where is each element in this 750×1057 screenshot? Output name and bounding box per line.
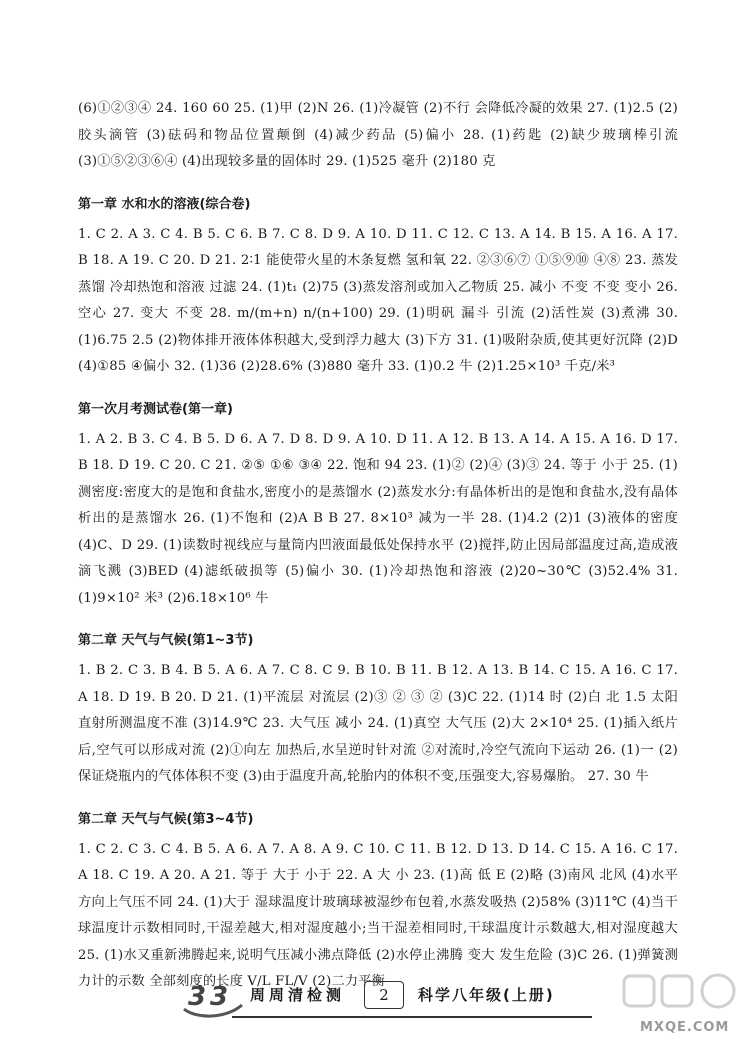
svg-text:3: 3 xyxy=(188,982,207,1012)
answer-page xyxy=(78,96,678,996)
logo-icon xyxy=(178,975,248,1021)
section-title-first-monthly-test: 第一次月考测试卷(第一章) xyxy=(78,401,233,417)
answer-block-first-monthly-test: 1. A 2. B 3. C 4. B 5. D 6. A 7. D 8. D 9. A 10. D 11. A 12. B 13. A 14. A 15. A 16. D 17. B 18. D 19. C 20. C 21. ②⑤ ①⑥ ③④ 22. 饱和 94 23. (1)② (2)④ (3)③ 24. 等于 小于 25. (1)测密度:密度大的是饱和食盐水,密度小的是蒸馏水 (2)蒸发水分:有晶体析出的是饱和食盐水,没有晶体析出的是蒸馏水 26. (1)不饱和 (2)A B B 27. 8×10³ 减为一半 28. (1)4.2 (2)1 (3)液体的密度 (4)C、D 29. (1)读数时视线应与量筒内凹液面最低处保持水平 (2)搅拌,防止因局部温度过高,造成液滴飞溅 (3)BED (4)滤纸破损等 (5)偏小 30. (1)冷却热饱和溶液 (2)20~30℃ (3)52.4% 31. (1)9×10² 米³ (2)6.18×10⁶ 牛 xyxy=(78,431,678,606)
page-number: 2 xyxy=(364,981,404,1009)
svg-text:3: 3 xyxy=(210,982,229,1012)
watermark-text: MXQE.COM xyxy=(640,1020,730,1035)
answer-block-chapter1-comprehensive: 1. C 2. A 3. C 4. B 5. C 6. B 7. C 8. D 9. A 10. D 11. C 12. C 13. A 14. B 15. A 16. A 17. B 18. A 19. C 20. D 21. 2∶1 能使带火星的木条复燃 氢和氧 22. ②③⑥⑦ ①⑤⑨⑩ ④⑧ 23. 蒸发 蒸馏 冷却热饱和溶液 过滤 24. (1)t₁ (2)75 (3)蒸发溶剂或加入乙物质 25. 减小 不变 不变 变小 26. 空心 27. 变大 不变 28. m/(m+n) n/(n+100) 29. (1)明矾 漏斗 引流 (2)活性炭 (3)煮沸 30. (1)6.75 2.5 (2)物体排开液体体积越大,受到浮力越大 (3)下方 31. (1)吸附杂质,使其更好沉降 (2)D (4)①85 ④偏小 32. (1)36 (2)28.6% (3)880 毫升 33. (1)0.2 牛 (2)1.25×10³ 千克/米³ xyxy=(78,226,678,374)
brand-title: 周周清检测 xyxy=(250,986,346,1004)
footer-divider xyxy=(232,1016,592,1018)
answer-block-chapter2-sections-1-3: 1. B 2. C 3. B 4. B 5. A 6. A 7. C 8. C 9. B 10. B 11. B 12. A 13. B 14. C 15. A 16. C 17. A 18. D 19. B 20. D 21. (1)平流层 对流层 (2)③ ② ③ ② (3)C 22. (1)14 时 (2)白 北 1.5 太阳直射所测温度不准 (3)14.9℃ 23. 大气压 减小 24. (1)真空 大气压 (2)大 2×10⁴ 25. (1)插入纸片后,空气可以形成对流 (2)①向左 加热后,水呈逆时针对流 ②对流时,冷空气流向下运动 26. (1)一 (2)保证烧瓶内的气体体积不变 (3)由于温度升高,轮胎内的体积不变,压强变大,容易爆胎。 27. 30 牛 xyxy=(78,663,678,784)
answer-block-chapter2-sections-3-4: 1. C 2. C 3. C 4. B 5. A 6. A 7. A 8. A 9. C 10. C 11. B 12. D 13. D 14. C 15. A 16. C 17. A 18. C 19. A 20. A 21. 等于 大于 小于 22. A 大 小 23. (1)高 低 E (2)略 (3)南风 北风 (4)水平方向上气压不同 24. (1)大于 湿球温度计玻璃球被湿纱布包着,水蒸发吸热 (2)58% (3)11℃ (4)当干球温度计示数相同时,干湿差越大,相对湿度越小;当干湿差相同时,干球温度计示数越大,相对湿度越大 25. (1)水又重新沸腾起来,说明气压减小沸点降低 (2)水停止沸腾 变大 发生危险 (3)C 26. (1)弹簧测力计的示数 全部刻度的长度 V/L FL/V (2)二力平衡 xyxy=(78,841,678,989)
answer-block-continued: (6)①②③④ 24. 160 60 25. (1)甲 (2)N 26. (1)冷凝管 (2)不行 会降低冷凝的效果 27. (1)2.5 (2)胶头滴管 (3)砝码和物品位置颠倒 (4)减少药品 (5)偏小 28. (1)药匙 (2)缺少玻璃棒引流 (3)①⑤②③⑥④ (4)出现较多量的固体时 29. (1)525 毫升 (2)180 克 xyxy=(78,101,678,169)
section-title-chapter1-comprehensive: 第一章 水和水的溶液(综合卷) xyxy=(78,196,251,212)
section-title-chapter2-sections-1-3: 第二章 天气与气候(第1~3节) xyxy=(78,633,254,648)
section-title-chapter2-sections-3-4: 第二章 天气与气候(第3~4节) xyxy=(78,811,254,827)
page-footer xyxy=(0,970,750,1040)
subject-label: 科学八年级(上册) xyxy=(418,986,555,1004)
